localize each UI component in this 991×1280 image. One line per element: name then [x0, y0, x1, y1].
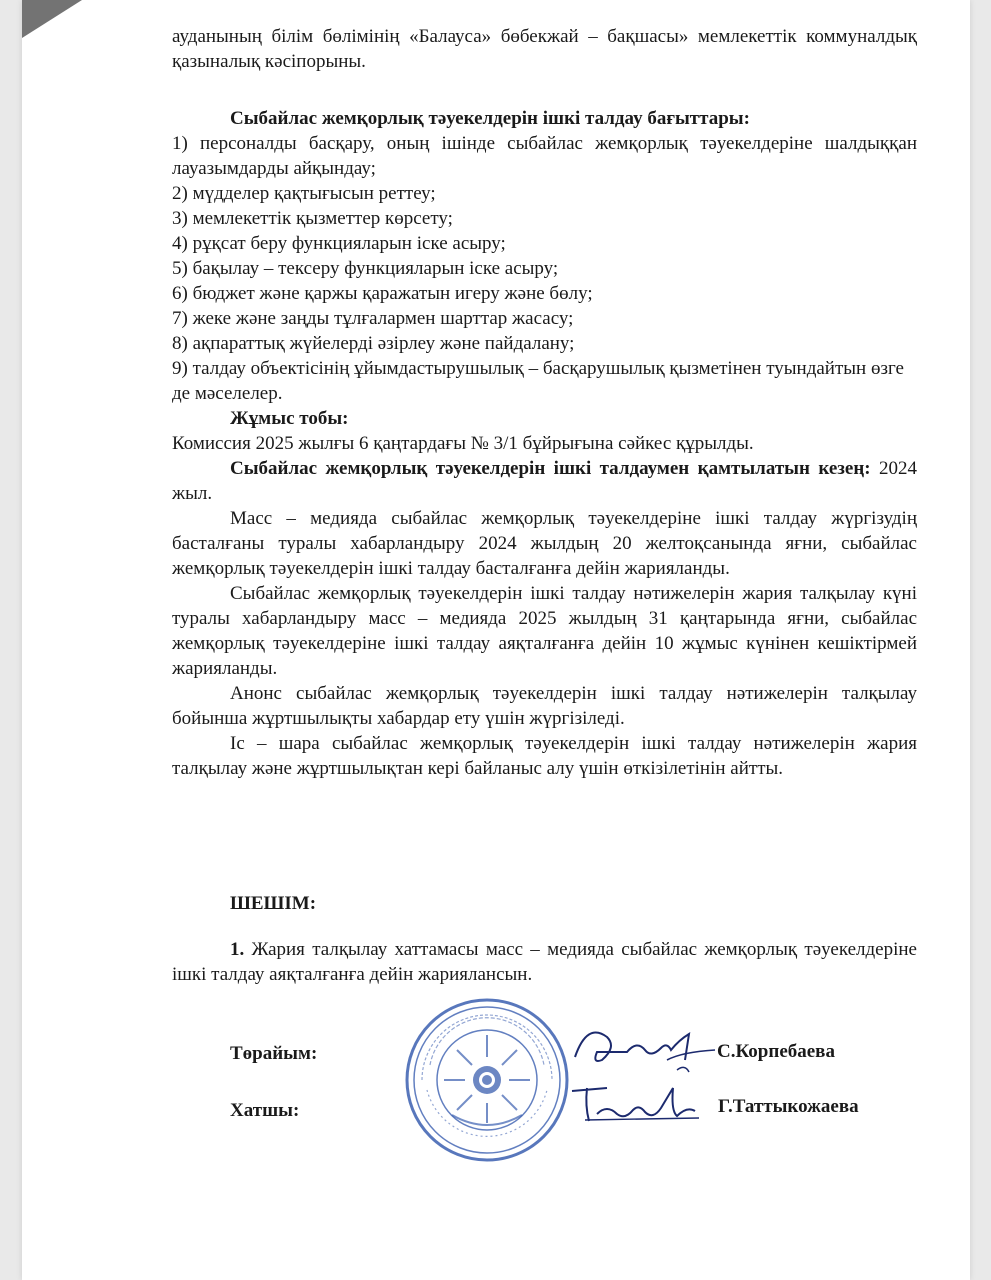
chair-signature [567, 1012, 717, 1082]
direction-item: 2) мүдделер қақтығысын реттеу; [172, 183, 436, 204]
document-body [172, 24, 917, 781]
working-group-text: Комиссия 2025 жылғы 6 қаңтардағы № 3/1 бұйрығына сәйкес құрылды. [172, 433, 754, 454]
intro-text: ауданының білім бөлімінің «Балауса» бөбекжай – бақшасы» мемлекеттік коммуналдық қазыналық кәсіпорыны. [172, 26, 917, 72]
secretary-name: Г.Таттыкожаева [718, 1096, 859, 1117]
period-value: 2024 жыл. [172, 458, 918, 504]
direction-item: 9) талдау объектісінің ұйымдастырушылық – басқарушылық қызметінен туындайтын өзге де мәселелер. [172, 358, 904, 404]
direction-item: 8) ақпараттық жүйелерді әзірлеу және пайдалану; [172, 333, 575, 354]
body-paragraph: Іс – шара сыбайлас жемқорлық тәуекелдерін ішкі талдау нәтижелерін жария талқылау және жұртшылықтан кері байланыс алу үшін өткізілетінін айтты. [172, 733, 917, 779]
official-stamp [402, 995, 572, 1165]
body-paragraph: Сыбайлас жемқорлық тәуекелдерін ішкі талдау нәтижелерін жария талқылау күні туралы хабарландыру масс – медияда 2025 жылдың 31 қаңтарында яғни, сыбайлас жемқорлық тәуекелдеріне ішкі талдау аяқталғанға дейін 10 жұмыс күнінен кешіктірмей жарияланды. [172, 583, 917, 679]
decision-heading: ШЕШІМ: [230, 893, 317, 914]
direction-item: 3) мемлекеттік қызметтер көрсету; [172, 208, 453, 229]
body-paragraph: Анонс сыбайлас жемқорлық тәуекелдерін ішкі талдау нәтижелерін талқылау бойынша жұртшылықты хабардар ету үшін жүргізіледі. [172, 683, 917, 729]
body-paragraph: Масс – медияда сыбайлас жемқорлық тәуекелдеріне ішкі талдау жүргізудің басталғаны туралы хабарландыру 2024 жылдың 20 желтоқсанында яғни, сыбайлас жемқорлық тәуекелдерін ішкі талдау басталғанға дейін жарияланды. [172, 508, 917, 579]
direction-item: 4) рұқсат беру функцияларын іске асыру; [172, 233, 506, 254]
direction-item: 1) персоналды басқару, оның ішінде сыбайлас жемқорлық тәуекелдеріне шалдыққан лауазымдарды айқындау; [172, 133, 917, 179]
direction-item: 7) жеке және заңды тұлғалармен шарттар жасасу; [172, 308, 574, 329]
decision-text: Жария талқылау хаттамасы масс – медияда сыбайлас жемқорлық тәуекелдеріне ішкі талдау аяқталғанға дейін жариялансын. [172, 939, 917, 985]
chair-name: С.Корпебаева [717, 1041, 835, 1062]
secretary-signature [567, 1076, 707, 1136]
secretary-label: Хатшы: [230, 1100, 300, 1121]
period-paragraph [172, 456, 917, 506]
decision-number: 1. [230, 939, 245, 960]
document-page [22, 0, 970, 1280]
direction-item: 5) бақылау – тексеру функцияларын іске асыру; [172, 258, 559, 279]
directions-heading: Сыбайлас жемқорлық тәуекелдерін ішкі талдау бағыттары: [230, 108, 750, 129]
direction-item: 6) бюджет және қаржы қаражатын игеру және бөлу; [172, 283, 593, 304]
period-heading: Сыбайлас жемқорлық тәуекелдерін ішкі талдаумен қамтылатын кезең: [230, 458, 871, 479]
decision-paragraph [172, 937, 917, 987]
working-group-heading: Жұмыс тобы: [230, 408, 349, 429]
directions-list [172, 131, 917, 406]
page-corner-shadow [22, 0, 82, 38]
chair-label: Төрайым: [230, 1043, 318, 1064]
